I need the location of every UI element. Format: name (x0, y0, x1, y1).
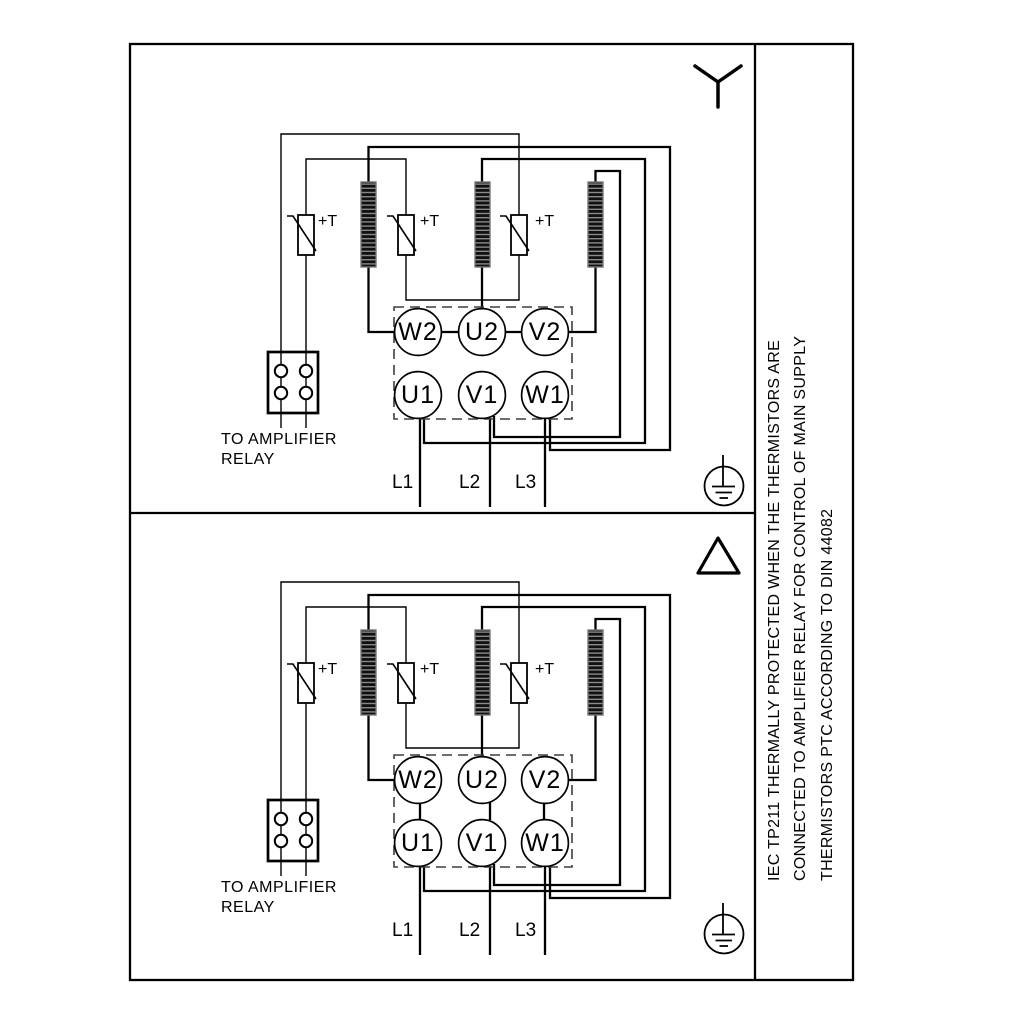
supply-l2-label: L2 (459, 472, 481, 493)
supply-l1-label: L1 (392, 920, 414, 941)
terminal-v1-label: V1 (465, 381, 499, 409)
thermistor-label: +T (420, 661, 440, 678)
supply-l2-label: L2 (459, 920, 481, 941)
thermistor-label: +T (535, 661, 555, 678)
relay-caption-line2: RELAY (221, 451, 275, 468)
terminal-v2-label: V2 (528, 318, 562, 346)
note-line-2: CONNECTED TO AMPLIFIER RELAY FOR CONTROL OF MAIN SUPPLY (792, 335, 809, 881)
star-connection-icon (695, 66, 741, 107)
terminal-u2-label: U2 (465, 766, 499, 794)
note-line-3: THERMISTORS PTC ACCORDING TO DIN 44082 (819, 508, 836, 881)
terminal-u1-label: U1 (401, 381, 435, 409)
terminal-w1-label: W1 (525, 829, 565, 857)
terminal-u2-label: U2 (465, 318, 499, 346)
thermistor-label: +T (420, 213, 440, 230)
relay-caption-line2: RELAY (221, 899, 275, 916)
thermistor-label: +T (535, 213, 555, 230)
note-line-1: IEC TP211 THERMALLY PROTECTED WHEN THE THERMISTORS ARE (766, 339, 783, 881)
terminal-u1-label: U1 (401, 829, 435, 857)
relay-caption-line1: TO AMPLIFIER (221, 431, 337, 448)
delta-connection-icon (698, 538, 739, 573)
supply-l3-label: L3 (515, 920, 537, 941)
terminal-v2-label: V2 (528, 766, 562, 794)
thermistor-label: +T (318, 213, 338, 230)
terminal-v1-label: V1 (465, 829, 499, 857)
relay-caption-line1: TO AMPLIFIER (221, 879, 337, 896)
terminal-w2-label: W2 (398, 766, 438, 794)
terminal-w1-label: W1 (525, 381, 565, 409)
thermistor-label: +T (318, 661, 338, 678)
supply-l1-label: L1 (392, 472, 414, 493)
delta-bridge-links (420, 803, 544, 821)
terminal-w2-label: W2 (398, 318, 438, 346)
supply-l3-label: L3 (515, 472, 537, 493)
